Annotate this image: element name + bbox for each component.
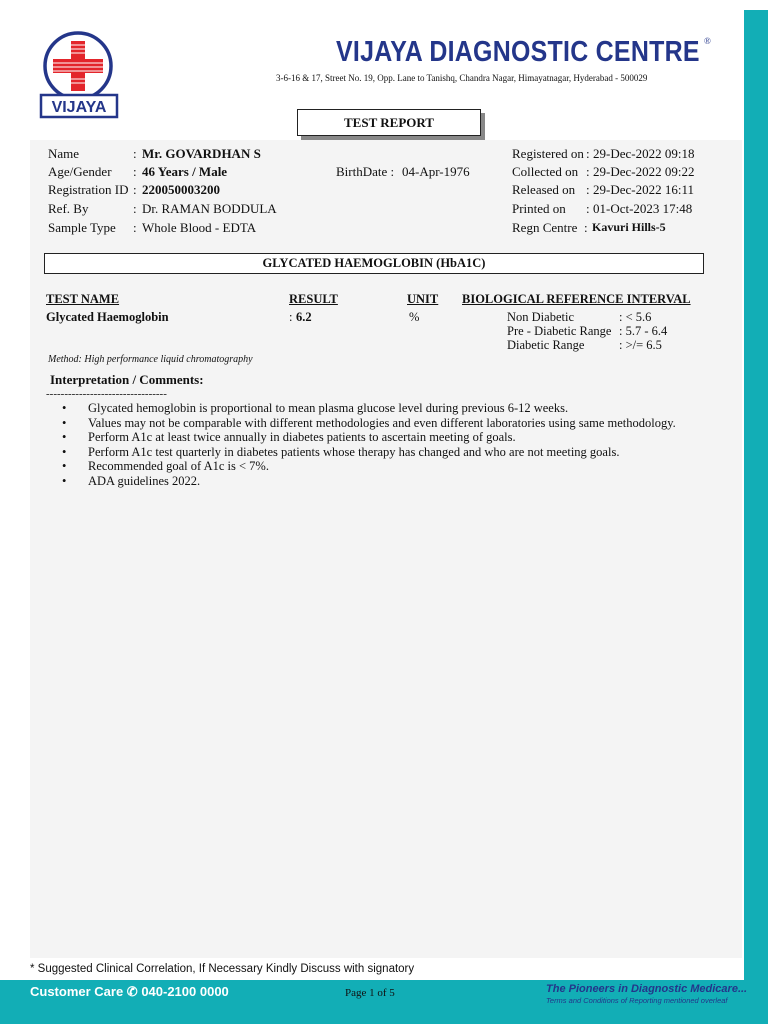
registered-mark: ® — [704, 36, 711, 46]
birthdate-value: 04-Apr-1976 — [402, 164, 470, 179]
registered-on-label: Registered on — [512, 146, 584, 161]
test-name: Glycated Haemoglobin — [46, 310, 169, 324]
right-accent-bar — [744, 10, 768, 1024]
terms-note: Terms and Conditions of Reporting mentioned overleaf — [546, 996, 728, 1005]
registration-id-sep: : — [133, 182, 137, 197]
age-sep: : — [133, 164, 137, 179]
customer-care: Customer Care ✆ 040-2100 0000 — [30, 984, 229, 999]
released-on-value: 29-Dec-2022 16:11 — [593, 182, 694, 197]
regn-centre-value: Kavuri Hills-5 — [592, 220, 666, 234]
col-header-test-name: TEST NAME — [46, 292, 120, 306]
ref-value-pre-diabetic: : 5.7 - 6.4 — [619, 324, 668, 338]
result-value: 6.2 — [296, 310, 312, 324]
col-header-reference: BIOLOGICAL REFERENCE INTERVAL — [462, 292, 691, 306]
list-item: • Recommended goal of A1c is < 7%. — [60, 459, 740, 474]
col-header-unit: UNIT — [407, 292, 439, 306]
section-title: GLYCATED HAEMOGLOBIN (HbA1C) — [44, 253, 704, 274]
ref-value-diabetic: : >/= 6.5 — [619, 338, 662, 352]
sample-type-label: Sample Type — [48, 220, 116, 235]
list-item: • Perform A1c test quarterly in diabetes patients whose therapy has changed and who are not meeting goals. — [60, 445, 740, 460]
col-header-result: RESULT — [289, 292, 338, 306]
registration-id-value: 220050003200 — [142, 182, 220, 197]
printed-on-sep: : — [586, 201, 590, 216]
list-item: • ADA guidelines 2022. — [60, 474, 740, 489]
patient-name: Mr. GOVARDHAN S — [142, 146, 261, 161]
regn-centre-label: Regn Centre — [512, 220, 578, 235]
ref-by-label: Ref. By — [48, 201, 89, 216]
printed-on-label: Printed on — [512, 201, 566, 216]
ref-label-pre-diabetic: Pre - Diabetic Range — [507, 324, 612, 338]
name-label: Name — [48, 146, 80, 161]
clinical-correlation-note: * Suggested Clinical Correlation, If Necessary Kindly Discuss with signatory — [30, 963, 415, 975]
sample-type-sep: : — [133, 220, 137, 235]
list-item: • Perform A1c at least twice annually in diabetes patients to ascertain meeting of goals. — [60, 430, 740, 445]
collected-on-label: Collected on — [512, 164, 579, 179]
sample-type-value: Whole Blood - EDTA — [142, 220, 257, 235]
list-item: • Glycated hemoglobin is proportional to mean plasma glucose level during previous 6-12 weeks. — [60, 401, 740, 416]
ref-by-value: Dr. RAMAN BODDULA — [142, 201, 277, 216]
released-on-label: Released on — [512, 182, 576, 197]
lab-address: 3-6-16 & 17, Street No. 19, Opp. Lane to Tanishq, Chandra Nagar, Himayatnagar, Hyderabad - 500029 — [276, 73, 648, 83]
regn-centre-sep: : — [584, 220, 588, 235]
interpretation-divider: --------------------------------- — [46, 388, 167, 400]
ref-value-non-diabetic: : < 5.6 — [619, 310, 652, 324]
name-sep: : — [133, 146, 137, 161]
tagline: The Pioneers in Diagnostic Medicare... — [546, 983, 748, 995]
ref-label-non-diabetic: Non Diabetic — [507, 310, 574, 324]
page-number: Page 1 of 5 — [345, 987, 395, 999]
logo-text: VIJAYA — [51, 99, 107, 116]
registered-on-sep: : — [586, 146, 590, 161]
report-title: TEST REPORT — [297, 109, 481, 136]
registration-id-label: Registration ID — [48, 182, 129, 197]
brand-name: VIJAYA DIAGNOSTIC CENTRE — [336, 36, 700, 68]
list-item: • Values may not be comparable with different methodologies and even different laboratories using same methodology. — [60, 416, 740, 431]
interpretation-heading: Interpretation / Comments: — [50, 372, 204, 387]
patient-age-gender: 46 Years / Male — [142, 164, 228, 179]
printed-on-value: 01-Oct-2023 17:48 — [593, 201, 693, 216]
ref-label-diabetic: Diabetic Range — [507, 338, 585, 352]
birthdate-label: BirthDate : — [336, 164, 395, 179]
interpretation-list — [60, 401, 740, 489]
collected-on-sep: : — [586, 164, 590, 179]
ref-by-sep: : — [133, 201, 137, 216]
released-on-sep: : — [586, 182, 590, 197]
collected-on-value: 29-Dec-2022 09:22 — [593, 164, 695, 179]
result-sep: : — [289, 310, 293, 324]
unit-value: % — [409, 310, 420, 324]
method-note: Method: High performance liquid chromatography — [48, 354, 253, 365]
registered-on-value: 29-Dec-2022 09:18 — [593, 146, 695, 161]
age-label: Age/Gender — [48, 164, 112, 179]
vijaya-logo — [36, 30, 122, 120]
